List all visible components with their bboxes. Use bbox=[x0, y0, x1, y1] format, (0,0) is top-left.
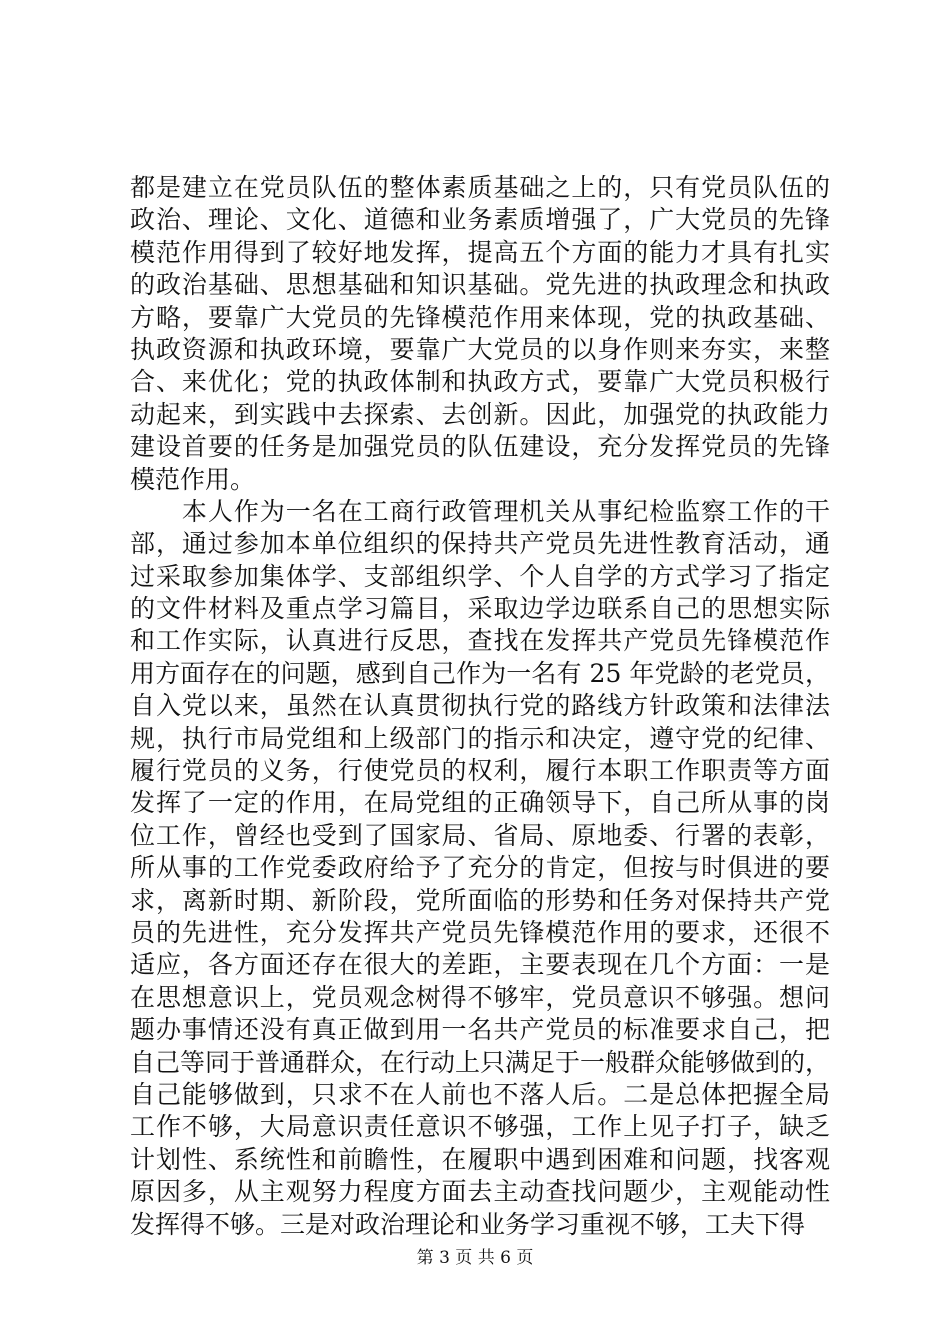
text-line: 的文件材料及重点学习篇目，采取边学边联系自己的思想实际 bbox=[130, 594, 830, 624]
text-line: 合、来优化；党的执政体制和执政方式，要靠广大党员积极行 bbox=[130, 367, 830, 397]
text-line: 位工作，曾经也受到了国家局、省局、原地委、行署的表彰， bbox=[130, 820, 830, 850]
text-line: 计划性、系统性和前瞻性，在履职中遇到困难和问题，找客观 bbox=[130, 1144, 830, 1174]
text-line: 的政治基础、思想基础和知识基础。党先进的执政理念和执政 bbox=[130, 270, 830, 300]
text-line: 方略，要靠广大党员的先锋模范作用来体现，党的执政基础、 bbox=[130, 302, 830, 332]
text-line: 工作不够，大局意识责任意识不够强，工作上见子打子，缺乏 bbox=[130, 1112, 830, 1142]
paragraph bbox=[130, 172, 830, 496]
text-line: 模范作用。 bbox=[130, 464, 256, 494]
paragraph bbox=[130, 496, 830, 1241]
text-line: 过采取参加集体学、支部组织学、个人自学的方式学习了指定 bbox=[130, 561, 830, 591]
text-line: 发挥了一定的作用，在局党组的正确领导下，自己所从事的岗 bbox=[130, 788, 830, 818]
text-line: 所从事的工作党委政府给予了充分的肯定，但按与时俱进的要 bbox=[130, 853, 830, 883]
text-line: 部，通过参加本单位组织的保持共产党员先进性教育活动，通 bbox=[130, 529, 830, 559]
text-line: 在思想意识上，党员观念树得不够牢，党员意识不够强。想问 bbox=[130, 982, 830, 1012]
document-body bbox=[130, 172, 830, 1241]
text-line: 求，离新时期、新阶段，党所面临的形势和任务对保持共产党 bbox=[130, 885, 830, 915]
text-line: 都是建立在党员队伍的整体素质基础之上的，只有党员队伍的 bbox=[130, 173, 830, 202]
text-line: 自己能够做到，只求不在人前也不落人后。二是总体把握全局 bbox=[130, 1079, 830, 1109]
text-line: 适应，各方面还存在很大的差距，主要表现在几个方面：一是 bbox=[130, 950, 830, 980]
text-line: 和工作实际，认真进行反思，查找在发挥共产党员先锋模范作 bbox=[130, 626, 830, 656]
text-line: 用方面存在的问题，感到自己作为一名有 25 年党龄的老党员， bbox=[130, 658, 830, 688]
text-line: 政治、理论、文化、道德和业务素质增强了，广大党员的先锋 bbox=[130, 205, 830, 235]
text-line: 题办事情还没有真正做到用一名共产党员的标准要求自己，把 bbox=[130, 1015, 830, 1045]
text-line: 员的先进性，充分发挥共产党员先锋模范作用的要求，还很不 bbox=[130, 917, 830, 947]
text-line: 执政资源和执政环境，要靠广大党员的以身作则来夯实，来整 bbox=[130, 334, 830, 364]
text-line: 自入党以来，虽然在认真贯彻执行党的路线方针政策和法律法 bbox=[130, 691, 830, 721]
text-line: 本人作为一名在工商行政管理机关从事纪检监察工作的干 bbox=[130, 496, 830, 526]
page-footer: 第 3 页 共 6 页 bbox=[416, 1248, 534, 1268]
text-line: 规，执行市局党组和上级部门的指示和决定，遵守党的纪律、 bbox=[130, 723, 830, 753]
text-line: 发挥得不够。三是对政治理论和业务学习重视不够，工夫下得 bbox=[130, 1209, 806, 1239]
text-line: 原因多，从主观努力程度方面去主动查找问题少，主观能动性 bbox=[130, 1177, 830, 1207]
text-line: 建设首要的任务是加强党员的队伍建设，充分发挥党员的先锋 bbox=[130, 432, 830, 462]
text-line: 动起来，到实践中去探索、去创新。因此，加强党的执政能力 bbox=[130, 399, 830, 429]
text-line: 自己等同于普通群众，在行动上只满足于一般群众能够做到的， bbox=[130, 1047, 831, 1077]
text-line: 履行党员的义务，行使党员的权利，履行本职工作职责等方面 bbox=[130, 756, 830, 786]
text-line: 模范作用得到了较好地发挥，提高五个方面的能力才具有扎实 bbox=[130, 237, 830, 267]
